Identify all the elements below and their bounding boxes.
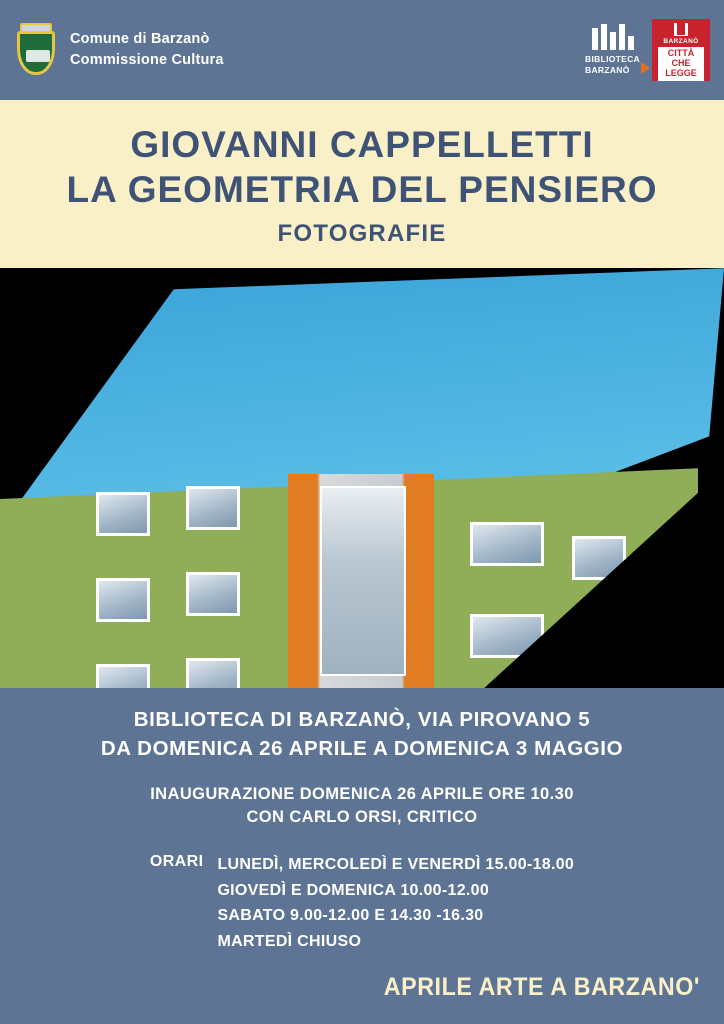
window <box>186 486 240 530</box>
window <box>96 578 150 622</box>
window-column-left <box>96 492 150 688</box>
modernist-building-photo <box>0 268 724 688</box>
window <box>470 522 544 566</box>
title-band <box>0 100 724 268</box>
citta-logo-line-1: CITTÀ <box>667 48 695 59</box>
exhibition-subtitle: FOTOGRAFIE <box>277 220 447 248</box>
hours-list <box>217 852 574 956</box>
citta-logo-line-2: CHE LEGGE <box>665 58 697 79</box>
author-name: GIOVANNI CAPPELLETTI <box>130 124 594 165</box>
opening-line-1: INAUGURAZIONE DOMENICA 26 APRILE ORE 10.30 <box>150 784 574 803</box>
citta-logo-top: BARZANÒ <box>663 38 699 46</box>
poster-header <box>0 0 724 100</box>
library-logo-line-2: BARZANÒ <box>585 65 630 75</box>
coat-of-arms-icon <box>14 23 58 77</box>
library-logo <box>585 24 640 75</box>
citta-logo-band <box>658 47 704 81</box>
list-item: LUNEDÌ, MERCOLEDÌ E VENERDÌ 15.00-18.00 <box>217 855 575 873</box>
venue-line-1: BIBLIOTECA DI BARZANÒ, VIA PIROVANO 5 <box>133 708 591 732</box>
exhibition-title: LA GEOMETRIA DEL PENSIERO <box>66 169 658 211</box>
municipality-line-2: Commissione Cultura <box>70 52 224 68</box>
hours-block <box>20 852 704 956</box>
municipality-line-1: Comune di Barzanò <box>70 30 210 47</box>
window-column-left-inner <box>186 486 240 688</box>
library-logo-text <box>585 54 640 75</box>
window <box>96 664 150 688</box>
book-bars-icon <box>592 24 634 50</box>
list-item: SABATO 9.00-12.00 E 14.30 -16.30 <box>217 907 484 925</box>
municipality-text <box>70 29 224 71</box>
opening-block <box>20 783 704 830</box>
library-logo-line-1: BIBLIOTECA <box>585 54 640 65</box>
window <box>186 658 240 688</box>
window-column-right <box>470 522 544 658</box>
logos-block <box>585 19 710 81</box>
citta-che-legge-logo <box>652 19 710 81</box>
venue-block <box>20 706 704 763</box>
footer-slogan: APRILE ARTE A BARZANO' <box>383 973 700 1001</box>
list-item: MARTEDÌ CHIUSO <box>217 933 362 951</box>
window <box>96 492 150 536</box>
window <box>186 572 240 616</box>
municipality-block <box>14 23 224 77</box>
list-item: GIOVEDÌ E DOMENICA 10.00-12.00 <box>217 881 490 899</box>
venue-line-2: DA DOMENICA 26 APRILE A DOMENICA 3 MAGGIO <box>100 736 624 760</box>
hours-label: ORARI <box>149 852 204 870</box>
book-monument-icon <box>674 23 688 36</box>
orange-stairwell <box>288 474 434 688</box>
arrow-icon <box>641 62 650 74</box>
opening-line-2: CON CARLO ORSI, CRITICO <box>246 808 478 827</box>
